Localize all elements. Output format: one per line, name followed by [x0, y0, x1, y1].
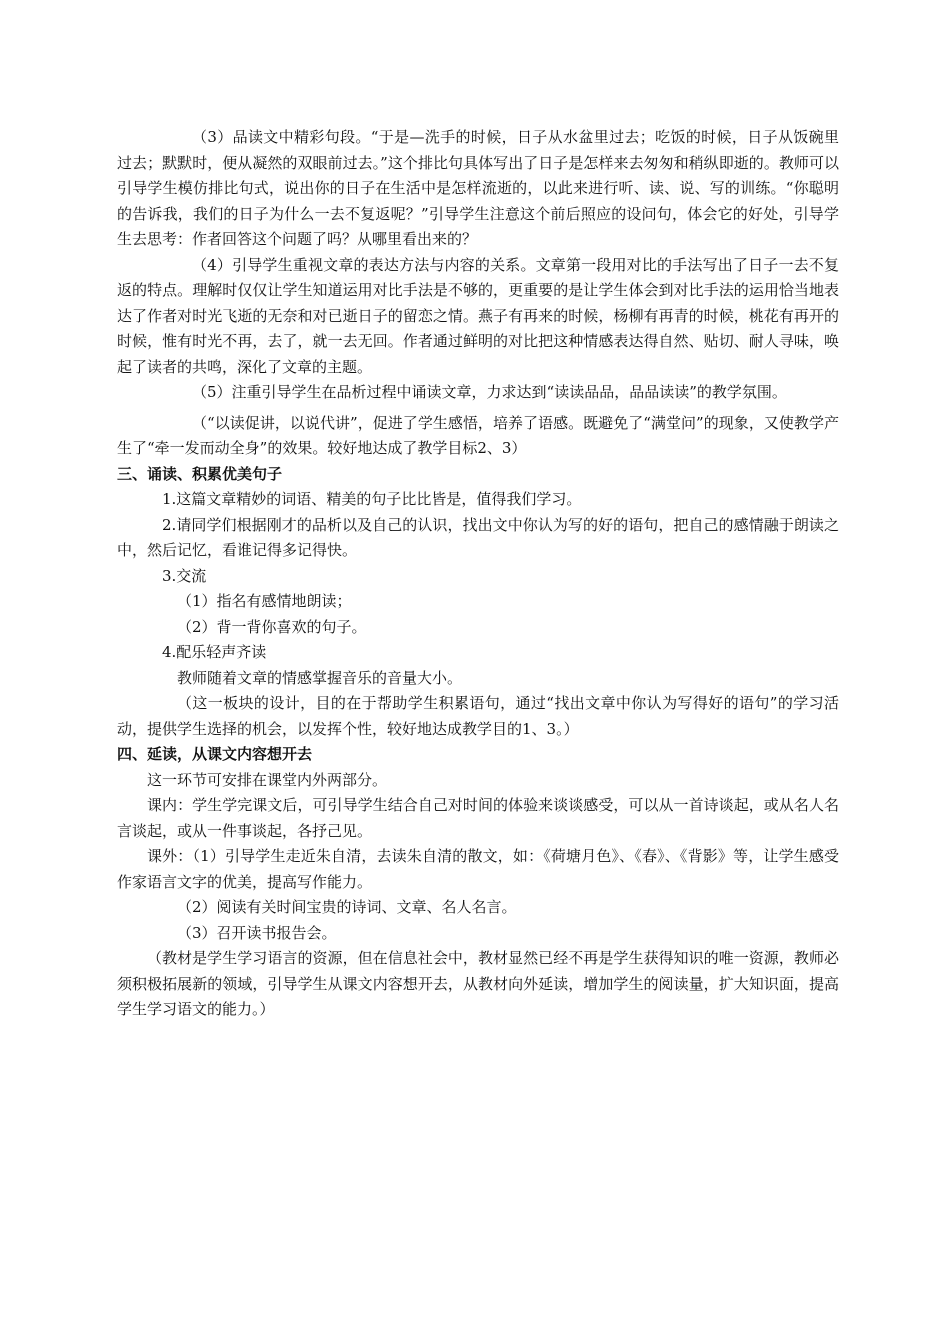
- item-2-find-sentences: 2.请同学们根据刚才的品析以及自己的认识，找出文中你认为写的好的语句，把自己的感情融于朗读之中，然后记忆，看谁记得多记得快。: [117, 515, 839, 559]
- subitem-1-read-aloud: （1）指名有感情地朗读；: [177, 592, 352, 610]
- section-heading-3: 三、诵读、积累优美句子: [117, 464, 283, 483]
- item-1-fine-words: 1.这篇文章精妙的词语、精美的句子比比皆是，值得我们学习。: [162, 490, 582, 508]
- comment-reading-note: （“以读促讲，以说代讲”，促进了学生感悟，培养了语感。既避免了“满堂问”的现象，又使教学产生了“牵一发而动全身”的效果。较好地达成了教学目标2、3）: [117, 413, 839, 457]
- comment-textbook-resource: （教材是学生学习语言的资源，但在信息社会中，教材显然已经不再是学生获得知识的唯一资源，教师必须积极拓展新的领域，引导学生从课文内容想开去，从教材向外延读，增加学生的阅读量，扩大知识面，提高学生学习语文的能力。）: [117, 949, 839, 1018]
- extension-after-class: 课外：（1）引导学生走近朱自清，去读朱自清的散文，如：《荷塘月色》、《春》、《背影》等，让学生感受作家语言文字的优美，提高写作能力。: [117, 847, 839, 891]
- paragraph-4-expression-methods: （4）引导学生重视文章的表达方法与内容的关系。文章第一段用对比的手法写出了日子一去不复返的特点。理解时仅仅让学生知道运用对比手法是不够的，更重要的是让学生体会到对比手法的运用恰当地表达了作者对时光飞逝的无奈和对已逝日子的留恋之情。燕子有再来的时候，杨柳有再青的时候，桃花有再开的时候，惟有时光不再，去了，就一去无回。作者通过鲜明的对比把这种情感表达得自然、贴切、耐人寻味，唤起了读者的共鸣，深化了文章的主题。: [117, 255, 839, 376]
- item-4-music-reading: 4.配乐轻声齐读: [162, 643, 267, 661]
- comment-block-design: （这一板块的设计，目的在于帮助学生积累语句，通过“找出文章中你认为写得好的语句”的学习活动，提供学生选择的机会，以发挥个性，较好地达成教学目的1、3。）: [117, 694, 839, 738]
- extension-item-3: （3）召开读书报告会。: [177, 923, 337, 942]
- item-3-exchange: 3.交流: [162, 566, 207, 585]
- paragraph-3-reading-passages: （3）品读文中精彩句段。“于是—洗手的时候，日子从水盆里过去；吃饭的时候，日子从饭碗里过去；默默时，便从凝然的双眼前过去。”这个排比句具体写出了日子是怎样来去匆匆和稍纵即逝的。教师可以引导学生模仿排比句式，说出你的日子在生活中是怎样流逝的，以此来进行听、读、说、写的训练。“你聪明的告诉我，我们的日子为什么一去不复返呢？”引导学生注意这个前后照应的设问句，体会它的好处，引导学生去思考：作者回答这个问题了吗？从哪里看出来的？: [117, 128, 839, 248]
- extension-in-class: 课内：学生学完课文后，可引导学生结合自己对时间的体验来谈谈感受，可以从一首诗谈起，或从名人名言谈起，或从一件事谈起，各抒己见。: [117, 796, 839, 840]
- document-body: [117, 125, 839, 1023]
- subitem-2-recite: （2）背一背你喜欢的句子。: [177, 617, 367, 636]
- section-heading-4: 四、延读，从课文内容想开去: [117, 745, 313, 763]
- extension-item-2: （2）阅读有关时间宝贵的诗词、文章、名人名言。: [177, 898, 517, 916]
- teacher-music-note: 教师随着文章的情感掌握音乐的音量大小。: [177, 668, 463, 687]
- extension-intro: 这一环节可安排在课堂内外两部分。: [147, 770, 388, 789]
- paragraph-5-recitation: （5）注重引导学生在品析过程中诵读文章，力求达到“读读品品，品品读读”的教学氛围。: [192, 383, 787, 401]
